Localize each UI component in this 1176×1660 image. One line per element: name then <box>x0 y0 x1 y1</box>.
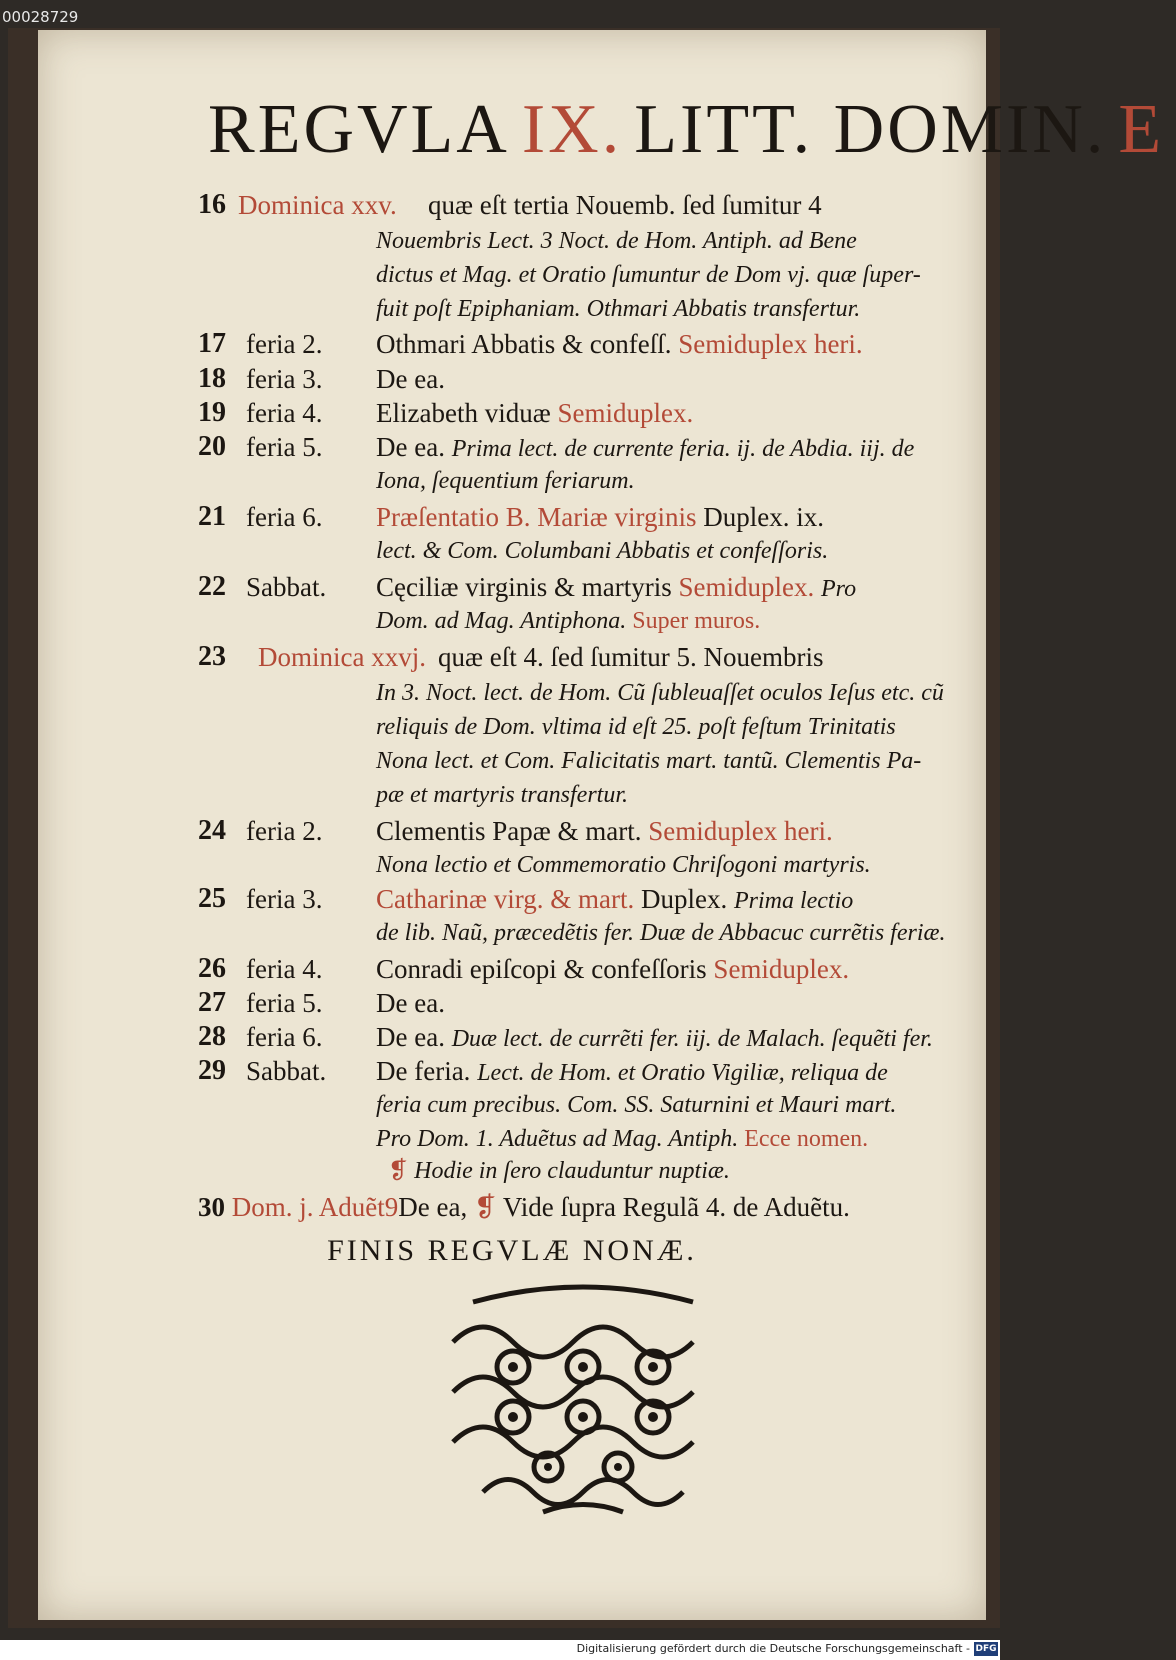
day-number: 24 <box>198 815 226 846</box>
entry-text: fuit poſt Epiphaniam. Othmari Abbatis transfertur. <box>376 296 861 322</box>
book-scan <box>8 28 1165 1628</box>
entry-text: Iona, ſequentium feriarum. <box>376 468 635 494</box>
weekday: feria 4. <box>246 954 323 984</box>
image-id-label: 00028729 <box>2 8 79 26</box>
entry-30 <box>198 1190 850 1224</box>
entry-text: reliquis de Dom. vltima id eſt 25. poſt feſtum Trinitatis <box>376 714 896 740</box>
antiphon-incipit: Super muros. <box>632 608 761 634</box>
entry-text <box>376 814 833 848</box>
entry-text: quæ eſt 4. ſed ſumitur 5. Nouembris <box>438 642 824 672</box>
lection-note: Lect. de Hom. et Oratio Vigiliæ, reliqua de <box>477 1060 888 1086</box>
entry-text <box>376 1054 888 1090</box>
heading-litt-domin: LITT. DOMIN. <box>634 91 1107 168</box>
pilcrow-icon: ❡ <box>388 1158 409 1184</box>
dfg-logo-icon: DFG <box>975 1644 997 1654</box>
feast-name: De ea. <box>376 432 445 462</box>
day-number: 19 <box>198 397 226 428</box>
feast-name: Cęciliæ virginis & martyris <box>376 572 672 602</box>
entry-text: In 3. Noct. lect. de Hom. Cũ ſubleuaſſet oculos Ieſus etc. cũ <box>376 680 944 706</box>
entry-text: lect. & Com. Columbani Abbatis et confeſſoris. <box>376 538 829 564</box>
weekday: feria 2. <box>246 816 323 846</box>
feast-name: Catharinæ virg. & mart. <box>376 884 635 914</box>
entry-text <box>376 952 849 986</box>
finis-line: FINIS REGVLÆ NONÆ. <box>327 1234 697 1267</box>
cross-reference: Vide ſupra Regulã 4. de Aduẽtu. <box>502 1192 850 1222</box>
day-number: 17 <box>198 328 226 359</box>
sunday-label: Dominica xxv. <box>238 190 397 220</box>
entry-text <box>376 604 760 638</box>
day-number: 20 <box>198 431 226 462</box>
entry-text: dictus et Mag. et Oratio ſumuntur de Dom vj. quæ ſuper- <box>376 262 921 288</box>
footer-credit: Digitalisierung gefördert durch die Deutsche Forschungsgemeinschaft - <box>576 1642 970 1655</box>
lection-note: Duæ lect. de currẽti fer. iij. de Malach. ſequẽti fer. <box>451 1026 933 1052</box>
weekday: feria 5. <box>246 432 323 462</box>
day-number: 26 <box>198 953 226 984</box>
feast-name: Clementis Papæ & mart. <box>376 816 642 846</box>
lection-note: Prima lectio <box>733 888 854 914</box>
page-heading <box>208 90 1176 170</box>
rubric: Duplex. <box>640 884 728 914</box>
feast-name: De feria. <box>376 1056 471 1086</box>
day-number: 21 <box>198 501 226 532</box>
weekday: Sabbat. <box>246 1056 327 1086</box>
entry-text: de lib. Naũ, præcedẽtis fer. Duæ de Abbacuc currẽtis feriæ. <box>376 920 946 946</box>
feast-name: Elizabeth viduæ <box>376 398 551 428</box>
entry-text: pæ et martyris transfertur. <box>376 782 629 808</box>
antiphon-note: Dom. ad Mag. Antiphona. <box>376 608 627 634</box>
entry-text: De ea. <box>376 988 445 1018</box>
day-number: 28 <box>198 1021 226 1052</box>
day-number: 18 <box>198 363 226 394</box>
entry-text <box>376 327 863 361</box>
entry-text: quæ eſt tertia Nouemb. ſed ſumitur 4 <box>428 190 822 220</box>
weekday: feria 3. <box>246 884 323 914</box>
antiphon-note: Pro Dom. 1. Aduẽtus ad Mag. Antiph. <box>376 1126 739 1152</box>
rubric: Semiduplex. <box>557 398 694 428</box>
entry-text: De ea. <box>376 364 445 394</box>
lection-note: Pro <box>820 576 857 602</box>
entry-text: Nona lect. et Com. Falicitatis mart. tantũ. Clementis Pa- <box>376 748 922 774</box>
feast-name: Conradi epiſcopi & confeſſoris <box>376 954 707 984</box>
entry-text <box>376 882 853 918</box>
day-number: 23 <box>198 641 226 672</box>
entry-text <box>376 430 914 466</box>
entry-text <box>376 1122 868 1156</box>
weekday: feria 6. <box>246 1022 323 1052</box>
day-number: 30 <box>198 1192 225 1222</box>
rubric: Semiduplex. <box>678 572 815 602</box>
rubric: Semiduplex heri. <box>648 816 833 846</box>
day-number: 16 <box>198 189 226 220</box>
entry-text: Nona lectio et Commemoratio Chriſogoni martyris. <box>376 852 871 878</box>
entry-text <box>388 1154 730 1188</box>
feast-name: Præſentatio B. Mariæ virginis <box>376 502 697 532</box>
entry-text: Nouembris Lect. 3 Noct. de Hom. Antiph. ad Bene <box>376 228 857 254</box>
antiphon-incipit: Ecce nomen. <box>744 1126 869 1152</box>
feast-name: De ea. <box>376 1022 445 1052</box>
entry-text: feria cum precibus. Com. SS. Saturnini et Mauri mart. <box>376 1092 897 1118</box>
feast-name: Othmari Abbatis & confeſſ. <box>376 329 672 359</box>
note-text: Hodie in ſero clauduntur nuptiæ. <box>414 1158 730 1184</box>
entry-text <box>376 570 856 606</box>
footer-bar <box>0 1640 1000 1660</box>
day-number: 29 <box>198 1055 226 1086</box>
heading-letter: E <box>1118 91 1165 168</box>
feast-name: De ea, <box>398 1192 468 1222</box>
rubric: Semiduplex. <box>713 954 850 984</box>
day-number: 25 <box>198 883 226 914</box>
weekday: feria 2. <box>246 329 323 359</box>
entry-text <box>376 396 693 430</box>
sunday-label: Dom. j. Aduẽt9 <box>231 1192 399 1222</box>
weekday: feria 4. <box>246 398 323 428</box>
rubric: Semiduplex heri. <box>678 329 863 359</box>
day-number: 27 <box>198 987 226 1018</box>
book-page <box>38 30 1165 1620</box>
weekday: feria 3. <box>246 364 323 394</box>
entry-text <box>376 1020 933 1056</box>
heading-number: IX. <box>521 91 623 168</box>
heading-regula: REGVLA <box>208 91 510 168</box>
weekday: feria 5. <box>246 988 323 1018</box>
pilcrow-icon: ❡ <box>473 1192 497 1222</box>
entry-text <box>376 500 824 534</box>
rubric: Duplex. ix. <box>703 502 825 532</box>
weekday: feria 6. <box>246 502 323 532</box>
lection-note: Prima lect. de currente feria. ij. de Abdia. iij. de <box>451 436 915 462</box>
day-number: 22 <box>198 571 226 602</box>
ornament-icon <box>433 1282 733 1522</box>
weekday: Sabbat. <box>246 572 327 602</box>
sunday-label: Dominica xxvj. <box>258 642 426 672</box>
